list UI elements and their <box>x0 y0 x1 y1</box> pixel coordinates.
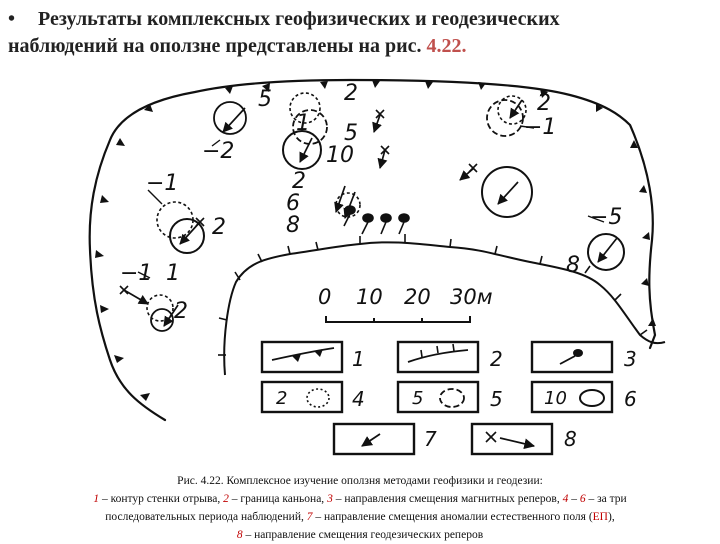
legend <box>262 342 637 454</box>
legend-item-6 <box>532 382 637 412</box>
legend-item-3 <box>532 342 637 372</box>
caption-line-2: 1 – контур стенки отрыва, 2 – граница каньона, 3 – направления смещения магнитных реперов, 4 – 6 – за три <box>93 493 627 505</box>
svg-text:5: 5 <box>490 387 503 411</box>
figure-caption <box>6 472 714 544</box>
svg-text:10: 10 <box>544 388 567 409</box>
label-2a: 2 <box>344 81 358 106</box>
bullet: • <box>8 8 16 30</box>
caption-line-1: Рис. 4.22. Комплексное изучение оползня методами геофизики и геодезии: <box>177 475 543 487</box>
svg-text:6: 6 <box>624 387 637 411</box>
caption-line-3: последовательных периода наблюдений, 7 – направление смещения аномалии естественного поля (ЕП), <box>105 511 615 523</box>
heading-line-1-text: Результаты комплексных геофизических и геодезических <box>38 8 560 30</box>
scale-bar <box>318 285 493 322</box>
label-1b: 1 <box>166 261 180 286</box>
svg-text:7: 7 <box>424 427 437 451</box>
svg-text:2: 2 <box>490 347 503 371</box>
legend-item-1 <box>262 342 365 372</box>
svg-text:2: 2 <box>276 388 288 409</box>
magnetic-markers <box>344 206 409 234</box>
svg-text:8: 8 <box>564 427 577 451</box>
label-2d: 2 <box>212 215 226 240</box>
svg-text:3: 3 <box>624 347 637 371</box>
label-10: 10 <box>326 143 354 168</box>
slide-heading <box>8 6 698 60</box>
legend-item-8 <box>472 424 577 454</box>
legend-item-5 <box>398 382 503 412</box>
label-5: 5 <box>258 87 272 112</box>
label-neg1b: −1 <box>146 171 179 196</box>
label-neg2: −2 <box>202 139 235 164</box>
detachment-wall-contour <box>90 80 655 420</box>
label-1a: 1 <box>296 111 310 136</box>
landslide-map-figure <box>0 66 720 470</box>
label-2c: 2 <box>292 169 306 194</box>
scale-0: 0 <box>318 285 332 309</box>
legend-item-4 <box>262 382 365 412</box>
label-5b: 5 <box>344 121 358 146</box>
svg-text:1: 1 <box>352 347 365 371</box>
figure-ref: 4.22. <box>426 35 467 57</box>
label-8: 8 <box>286 213 300 238</box>
canyon-ticks <box>218 234 647 355</box>
label-neg1c: −1 <box>120 261 153 286</box>
label-neg1a: −1 <box>524 115 557 140</box>
svg-text:5: 5 <box>412 388 424 409</box>
caption-line-4: 8 – направление смещения геодезических реперов <box>236 529 484 541</box>
scale-20: 20 <box>404 285 431 309</box>
heading-line-2-text: наблюдений на оползне представлены на рис. <box>8 35 427 57</box>
heading-line-1 <box>8 6 698 33</box>
label-2b: 2 <box>537 91 551 116</box>
legend-item-7 <box>334 424 437 454</box>
scale-10: 10 <box>356 285 383 309</box>
label-2e: 2 <box>174 299 188 324</box>
legend-item-2 <box>398 342 503 372</box>
heading-line-2 <box>8 33 698 60</box>
label-8b: 8 <box>566 253 580 278</box>
label-neg5: −5 <box>590 205 623 230</box>
svg-text:4: 4 <box>352 387 365 411</box>
label-6: 6 <box>286 191 300 216</box>
scale-30m: 30м <box>450 285 493 309</box>
